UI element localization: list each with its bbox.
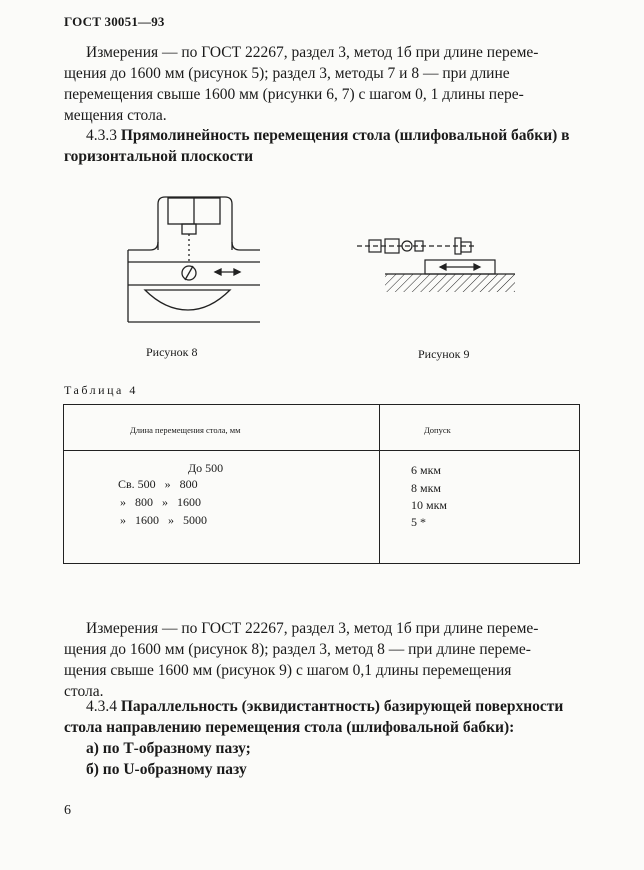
list-item: а) по Т-образному пазу; [86,740,251,757]
column-header: Допуск [424,425,451,435]
list-item: б) по U-образному пазу [86,761,247,778]
table-cell: До 500 [188,461,224,475]
tolerance-table [63,404,580,564]
section-number: 4.3.3 [86,127,117,144]
table-cell: 6 мкм [411,463,442,477]
text-line: перемещения свыше 1600 мм (рисунки 6, 7) с шагом 0, 1 длины пере- [64,86,524,103]
text-line: щения до 1600 мм (рисунок 5); раздел 3, методы 7 и 8 — при длине [64,65,510,82]
section-title: Параллельность (эквидистантность) базирующей поверхности [120,698,564,715]
table-cell: » 1600 » 5000 [120,513,207,527]
text-line: стола. [64,683,104,700]
section-title-cont: стола направлению перемещения стола (шлифовальной бабки): [64,719,515,736]
table-cell: » 800 » 1600 [120,495,201,509]
paragraph-1 [64,42,584,126]
table-title: Таблица 4 [64,383,138,397]
page-header: ГОСТ 30051—93 [64,14,165,29]
section-4-3-3-heading [64,125,584,167]
section-4-3-4 [64,696,584,780]
table-cell: 10 мкм [411,498,448,512]
section-title-cont: горизонтальной плоскости [64,148,253,165]
figure-9-caption: Рисунок 9 [418,347,470,361]
section-number: 4.3.4 [86,698,117,715]
text-line: щения до 1600 мм (рисунок 8); раздел 3, метод 8 — при длине переме- [64,641,531,658]
figure-8-drawing [120,190,260,330]
text-line: Измерения — по ГОСТ 22267, раздел 3, метод 1б при длине переме- [86,44,539,61]
figure-9-drawing [355,230,520,300]
paragraph-2 [64,618,584,702]
figure-8-caption: Рисунок 8 [146,345,198,359]
page-number: 6 [64,803,71,818]
text-line: мещения стола. [64,107,167,124]
table-cell: Св. 500 » 800 [118,477,198,491]
table-cell: 5 * [411,515,426,529]
table-cell: 8 мкм [411,481,442,495]
text-line: Измерения — по ГОСТ 22267, раздел 3, метод 1б при длине переме- [86,620,539,637]
section-title: Прямолинейность перемещения стола (шлифовальной бабки) в [120,127,570,144]
text-line: щения свыше 1600 мм (рисунок 9) с шагом 0,1 длины перемещения [64,662,512,679]
column-header: Длина перемещения стола, мм [130,425,241,435]
